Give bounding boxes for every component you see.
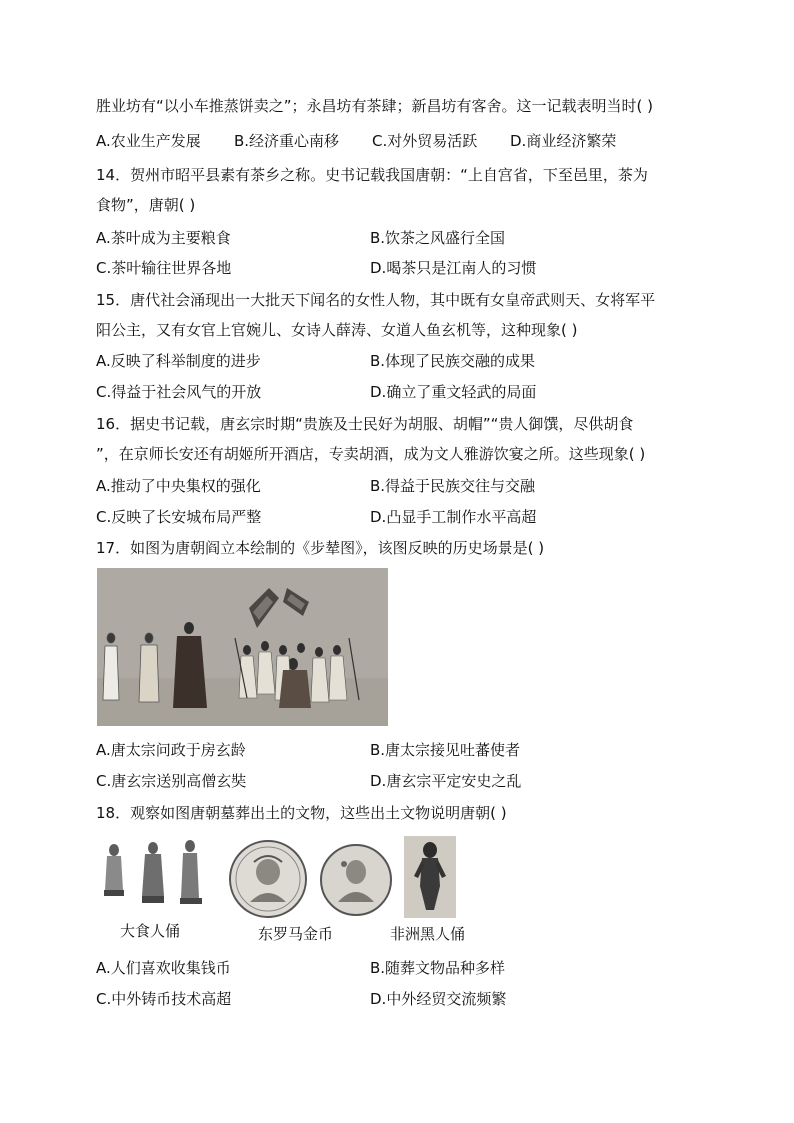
buniantu-painting-image bbox=[97, 568, 388, 726]
q16-stem-line1: 16．据史书记载，唐玄宗时期“贵族及士民好为胡服、胡帽”“贵人御馔，尽供胡食 bbox=[96, 415, 634, 433]
q18-option-d[interactable]: D.中外经贸交流频繁 bbox=[370, 990, 507, 1008]
q13-option-a[interactable]: A.农业生产发展 bbox=[96, 132, 201, 150]
q15-option-b[interactable]: B.体现了民族交融的成果 bbox=[370, 352, 536, 370]
q16-stem-line2: ”，在京师长安还有胡姬所开酒店，专卖胡酒，成为文人雅游饮宴之所。这些现象( ) bbox=[96, 445, 646, 463]
q17-option-a[interactable]: A.唐太宗问政于房玄龄 bbox=[96, 741, 246, 759]
q17-option-b[interactable]: B.唐太宗接见吐蕃使者 bbox=[370, 741, 521, 759]
q14-option-a[interactable]: A.茶叶成为主要粮食 bbox=[96, 229, 231, 247]
q15-stem-line1: 15．唐代社会涌现出一大批天下闻名的女性人物，其中既有女皇帝武则天、女将军平 bbox=[96, 291, 656, 309]
q14-stem-line1: 14．贺州市昭平县素有茶乡之称。史书记载我国唐朝：“上自宫省，下至邑里，茶为 bbox=[96, 166, 648, 184]
q17-stem-line1: 17．如图为唐朝阎立本绘制的《步辇图》，该图反映的历史场景是( ) bbox=[96, 539, 545, 557]
q18-option-c[interactable]: C.中外铸币技术高超 bbox=[96, 990, 232, 1008]
caption-african-figurine: 非洲黑人俑 bbox=[390, 925, 466, 943]
q16-option-c[interactable]: C.反映了长安城布局严整 bbox=[96, 508, 262, 526]
q13-option-d[interactable]: D.商业经济繁荣 bbox=[510, 132, 617, 150]
q18-option-a[interactable]: A.人们喜欢收集钱币 bbox=[96, 959, 231, 977]
q17-option-c[interactable]: C.唐玄宗送别高僧玄奘 bbox=[96, 772, 247, 790]
q13-stem-tail: 胜业坊有“以小车推蒸饼卖之”；永昌坊有茶肆；新昌坊有客舍。这一记载表明当时( ) bbox=[96, 97, 654, 115]
q13-options bbox=[0, 130, 794, 150]
q13-option-b[interactable]: B.经济重心南移 bbox=[234, 132, 340, 150]
q14-option-d[interactable]: D.喝茶只是江南人的习惯 bbox=[370, 259, 537, 277]
arab-figurines-image bbox=[98, 836, 208, 916]
q16-option-a[interactable]: A.推动了中央集权的强化 bbox=[96, 477, 261, 495]
q15-option-d[interactable]: D.确立了重文轻武的局面 bbox=[370, 383, 537, 401]
q15-option-c[interactable]: C.得益于社会风气的开放 bbox=[96, 383, 262, 401]
byzantine-gold-coin-2-image bbox=[318, 842, 394, 918]
q16-option-b[interactable]: B.得益于民族交往与交融 bbox=[370, 477, 536, 495]
byzantine-gold-coin-1-image bbox=[226, 838, 310, 920]
painting-figures bbox=[97, 568, 388, 726]
african-figurine-image bbox=[404, 836, 456, 918]
caption-byzantine-coin: 东罗马金币 bbox=[258, 925, 334, 943]
caption-arab-figurines: 大食人俑 bbox=[120, 922, 181, 940]
q14-option-b[interactable]: B.饮茶之风盛行全国 bbox=[370, 229, 506, 247]
q15-option-a[interactable]: A.反映了科举制度的进步 bbox=[96, 352, 261, 370]
q18-stem-line1: 18．观察如图唐朝墓葬出土的文物，这些出土文物说明唐朝( ) bbox=[96, 804, 507, 822]
q14-stem-line2: 食物”，唐朝( ) bbox=[96, 196, 196, 214]
q15-stem-line2: 阳公主，又有女官上官婉儿、女诗人薛涛、女道人鱼玄机等，这种现象( ) bbox=[96, 321, 578, 339]
q13-option-c[interactable]: C.对外贸易活跃 bbox=[372, 132, 478, 150]
q16-option-d[interactable]: D.凸显手工制作水平高超 bbox=[370, 508, 537, 526]
q18-option-b[interactable]: B.随葬文物品种多样 bbox=[370, 959, 506, 977]
q17-option-d[interactable]: D.唐玄宗平定安史之乱 bbox=[370, 772, 522, 790]
q14-option-c[interactable]: C.茶叶输往世界各地 bbox=[96, 259, 232, 277]
